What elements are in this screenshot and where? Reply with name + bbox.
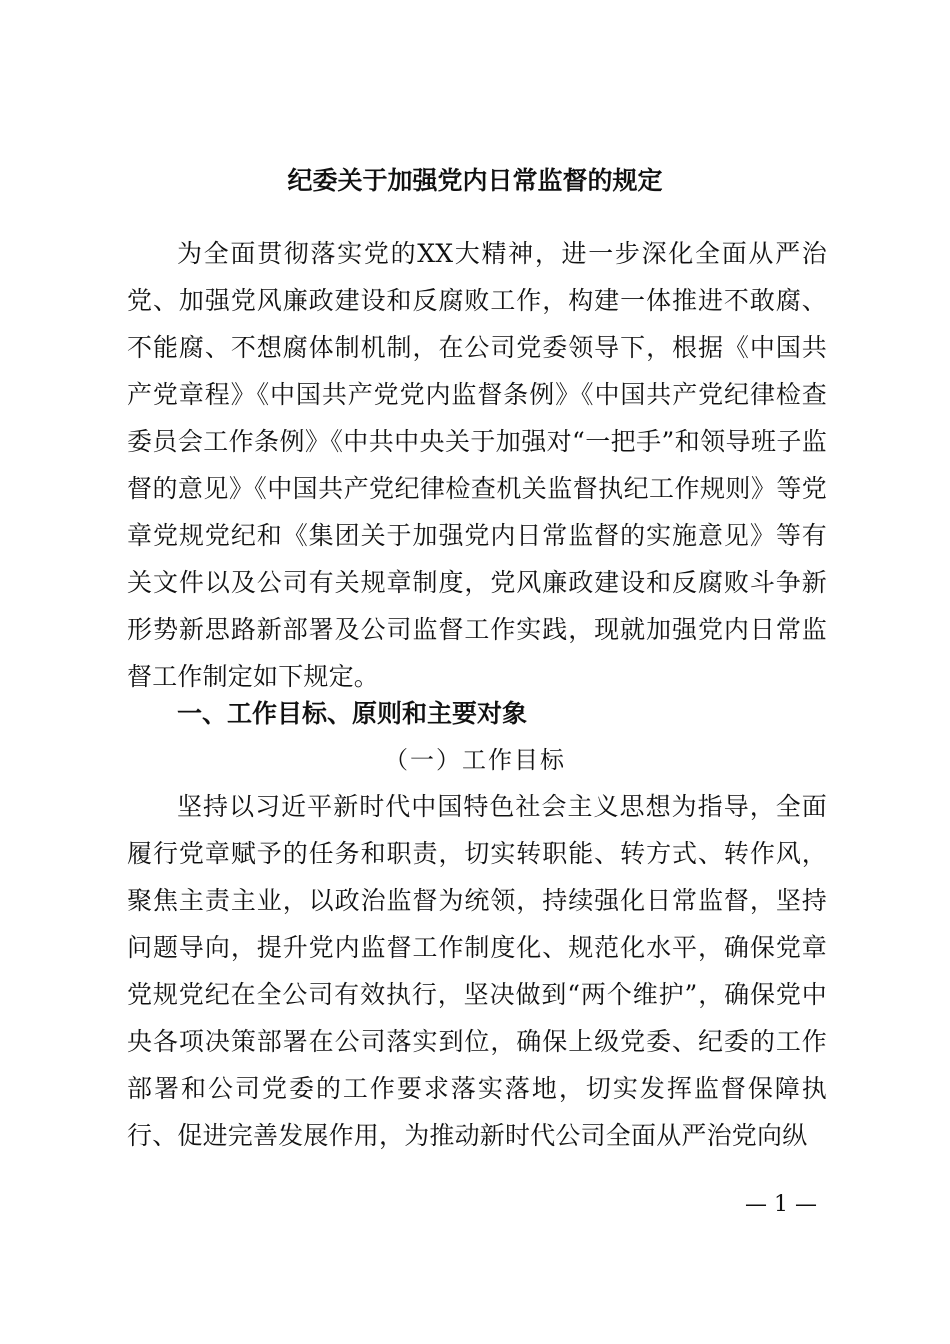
- subsection-heading: （一）工作目标: [384, 746, 566, 774]
- page-number: — 1 —: [745, 1192, 817, 1217]
- subsection-body: 坚持以习近平新时代中国特色社会主义思想为指导，全面履行党章赋予的任务和职责，切实转职能、转方式、转作风，聚焦主责主业，以政治监督为统领，持续强化日常监督，坚持问题导向，提升党内监督工作制度化、规范化水平，确保党章党规党纪在全公司有效执行，坚决做到“两个维护”，确保党中央各项决策部署在公司落实到位，确保上级党委、纪委的工作部署和公司党委的工作要求落实落地，切实发挥监督保障执行、促进完善发展作用，为推动新时代公司全面从严治党向纵: [127, 792, 827, 1150]
- section-heading: 一、工作目标、原则和主要对象: [177, 699, 528, 728]
- intro-paragraph: 为全面贯彻落实党的XX大精神，进一步深化全面从严治党、加强党风廉政建设和反腐败工作，构建一体推进不敢腐、不能腐、不想腐体制机制，在公司党委领导下，根据《中国共产党章程》《中国共产党党内监督条例》《中国共产党纪律检查委员会工作条例》《中共中央关于加强对“一把手”和领导班子监督的意见》《中国共产党纪律检查机关监督执纪工作规则》等党章党规党纪和《集团关于加强党内日常监督的实施意见》等有关文件以及公司有关规章制度，党风廉政建设和反腐败斗争新形势新思路新部署及公司监督工作实践，现就加强党内日常监督工作制定如下规定。: [127, 239, 827, 691]
- document-title: 纪委关于加强党内日常监督的规定: [287, 166, 663, 195]
